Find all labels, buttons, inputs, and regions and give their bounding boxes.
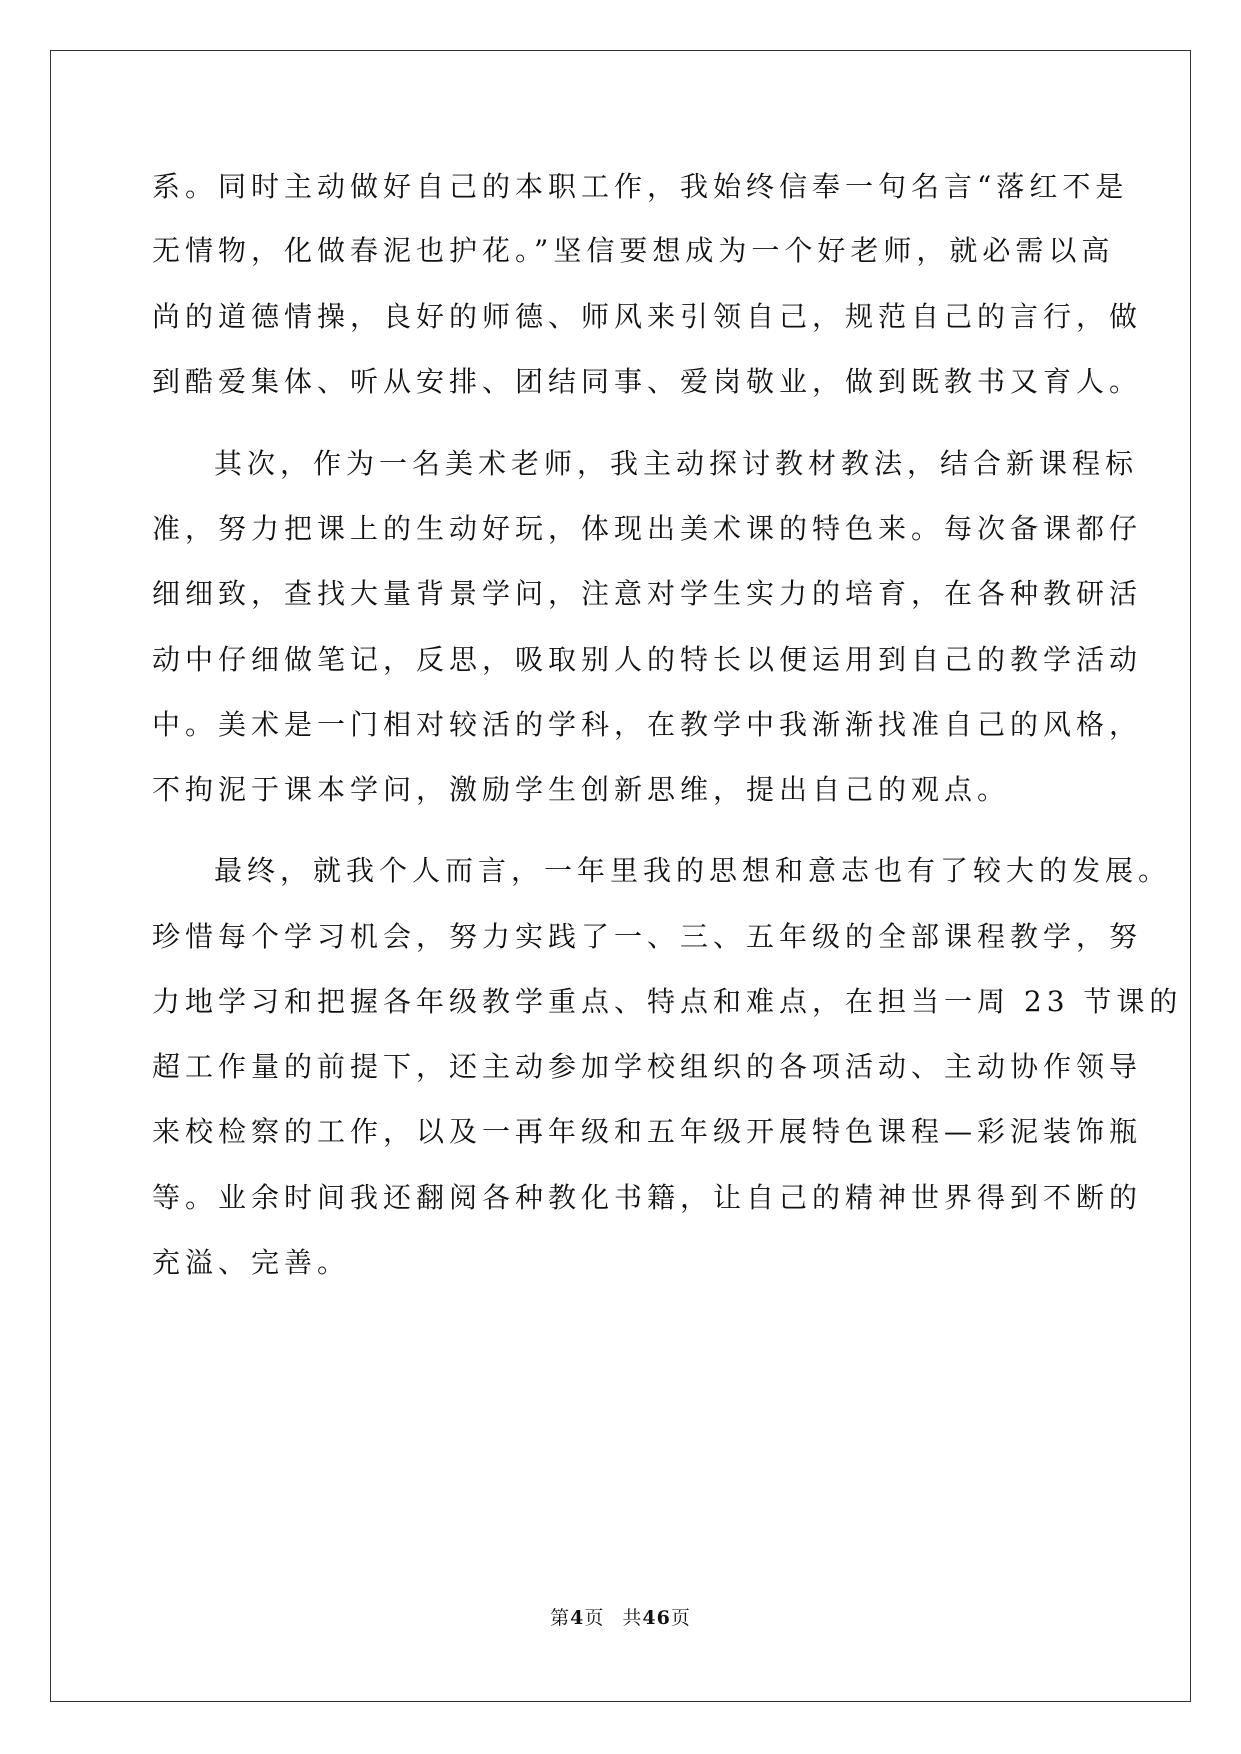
text-line: 不拘泥于课本学问，激励学生创新思维，提出自己的观点。 — [152, 773, 1011, 806]
page-suffix: 页 — [584, 1607, 605, 1629]
text-line: 细细致，查找大量背景学问，注意对学生实力的培育，在各种教研活 — [152, 577, 1143, 610]
text-line: 无情物，化做春泥也护花。”坚信要想成为一个好老师，就必需以高 — [152, 234, 1115, 267]
page-footer — [0, 1606, 1241, 1630]
text-line: 准，努力把课上的生动好玩，体现出美术课的特色来。每次备课都仔 — [152, 512, 1143, 545]
page-prefix: 第 — [550, 1607, 571, 1629]
text-line: 力地学习和把握各年级教学重点、特点和难点，在担当一周 23 节课的 — [152, 985, 1183, 1018]
text-line: 充溢、完善。 — [152, 1246, 351, 1279]
text-line: 等。业余时间我还翻阅各种教化书籍，让自己的精神世界得到不断的 — [152, 1181, 1143, 1214]
text-line: 珍惜每个学习机会，努力实践了一、三、五年级的全部课程教学，努 — [152, 920, 1143, 953]
text-line: 中。美术是一门相对较活的学科，在教学中我渐渐找准自己的风格， — [152, 708, 1143, 741]
text-line: 最终，就我个人而言，一年里我的思想和意志也有了较大的发展。 — [214, 854, 1172, 887]
text-line: 系。同时主动做好自己的本职工作，我始终信奉一句名言“落红不是 — [152, 170, 1129, 203]
page-number: 4 — [570, 1607, 585, 1629]
text-line: 动中仔细做笔记，反思，吸取别人的特长以便运用到自己的教学活动 — [152, 643, 1143, 676]
text-line: 超工作量的前提下，还主动参加学校组织的各项活动、主动协作领导 — [152, 1050, 1143, 1083]
text-line: 来校检察的工作，以及一再年级和五年级开展特色课程—彩泥装饰瓶 — [152, 1115, 1143, 1148]
text-line: 其次，作为一名美术老师，我主动探讨教材教法，结合新课程标 — [214, 447, 1139, 480]
total-pages: 46 — [642, 1607, 671, 1629]
text-line: 尚的道德情操，良好的师德、师风来引领自己，规范自己的言行，做 — [152, 300, 1143, 333]
total-suffix: 页 — [670, 1607, 691, 1629]
total-prefix: 共 — [622, 1607, 643, 1629]
text-line: 到酷爱集体、听从安排、团结同事、爱岗敬业，做到既教书又育人。 — [152, 365, 1143, 398]
